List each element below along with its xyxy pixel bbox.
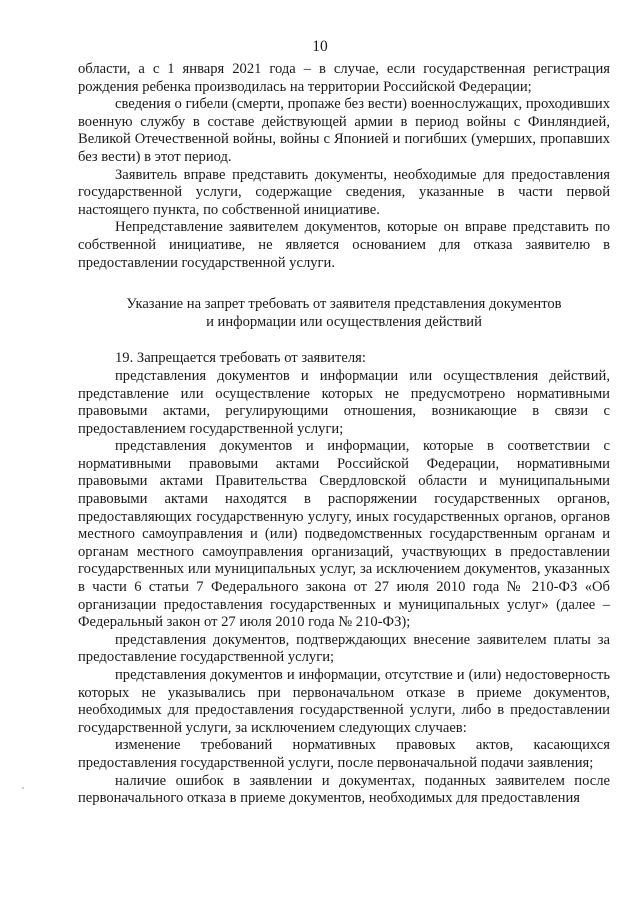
section-heading-line-2: и информации или осуществления действий <box>206 313 482 330</box>
paragraph: Заявитель вправе представить документы, необходимые для предоставления государственной услуги, содержащие сведения, указанные в части первой настоящего пункта, по собственной инициативе. <box>78 166 610 218</box>
list-item: представления документов, подтверждающих внесение заявителем платы за предоставление государственной услуги; <box>78 631 610 666</box>
page-number: 10 <box>312 38 328 55</box>
list-item: представления документов и информации, отсутствие и (или) недостоверность которых не указывались при первоначальном отказе в приеме документов, необходимых для предоставления государственной услуги, либо в предоставлении государственной услуги, за исключением следующих случаев: <box>78 667 610 736</box>
paragraph-continued: области, а с 1 января 2021 года – в случае, если государственная регистрация рождения ребенка производилась на территории Российской Федерации; <box>78 61 610 95</box>
section-heading <box>98 296 590 331</box>
list-item: изменение требований нормативных правовых актов, касающихся предоставления государственной услуги, после первоначальной подачи заявления; <box>78 737 610 771</box>
paragraph: Непредставление заявителем документов, которые он вправе представить по собственной инициативе, не является основанием для отказа заявителю в предоставлении государственной услуги. <box>78 219 610 271</box>
list-item: наличие ошибок в заявлении и документах, поданных заявителем после первоначального отказа в приеме документов, необходимых для предоставления <box>78 772 610 807</box>
clause-19-intro: 19. Запрещается требовать от заявителя: <box>115 350 366 367</box>
scan-speck <box>22 787 24 789</box>
document-body <box>78 61 610 808</box>
list-item: представления документов и информации или осуществления действий, представление или осуществление которых не предусмотрено нормативными правовыми актами, регулирующими отношения, возникающие в связи с предоставлением государственной услуги; <box>78 367 610 437</box>
paragraph: сведения о гибели (смерти, пропаже без вести) военнослужащих, проходивших военную службу в составе действующей армии в период войны с Финляндией, Великой Отечественной войны, войны с Японией и погибших (умерших, пропавших без вести) в этот период. <box>78 96 610 165</box>
list-item: представления документов и информации, которые в соответствии с нормативными правовыми актами Российской Федерации, нормативными правовыми актами Правительства Свердловской области и муниципальными правовыми актами находятся в распоряжении государственных органов, предоставляющих государственную услугу, иных государственных органов, органов местного самоуправления и (или) подведомственных государственным органам и органам местного самоуправления организаций, участвующих в предоставлении государственных или муниципальных услуг, за исключением документов, указанных в части 6 статьи 7 Федерального закона от 27 июля 2010 года № 210-ФЗ «Об организации предоставления государственных и муниципальных услуг» (далее – Федеральный закон от 27 июля 2010 года № 210-ФЗ); <box>78 438 610 631</box>
section-heading-line-1: Указание на запрет требовать от заявителя представления документов <box>126 296 562 313</box>
